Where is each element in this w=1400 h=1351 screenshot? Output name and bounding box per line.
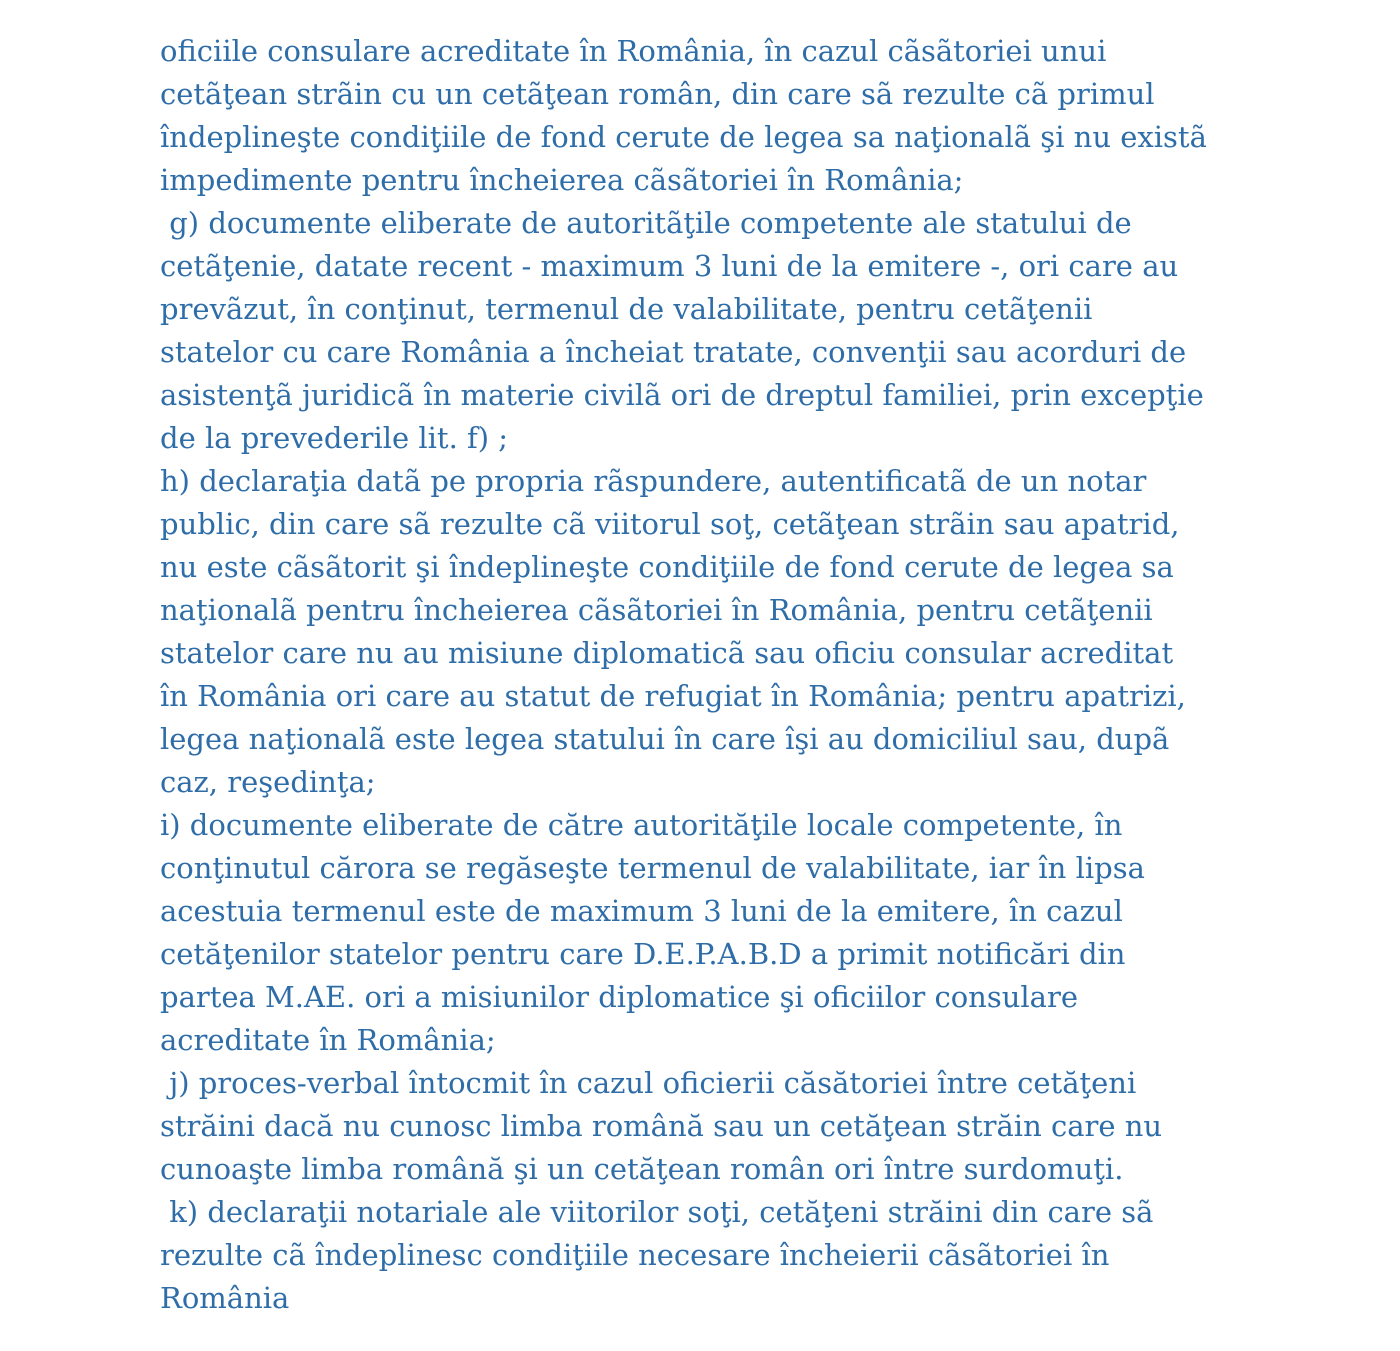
text-line: naţionalã pentru încheierea cãsãtoriei în România, pentru cetãţenii: [160, 593, 1153, 627]
text-line: oficiile consulare acreditate în România, în cazul cãsãtoriei unui: [160, 34, 1107, 68]
text-line: statelor care nu au misiune diplomaticã sau oficiu consular acreditat: [160, 636, 1174, 670]
text-line: statelor cu care România a încheiat tratate, convenţii sau acorduri de: [160, 335, 1187, 369]
text-line: România: [160, 1281, 290, 1315]
text-line: cetăţenilor statelor pentru care D.E.P.A.B.D a primit notificări din: [160, 937, 1126, 971]
text-line-item-j: j) proces-verbal întocmit în cazul oficierii căsătoriei între cetăţeni: [160, 1066, 1137, 1100]
text-line-item-k: k) declaraţii notariale ale viitorilor soţi, cetăţeni străini din care sã: [160, 1195, 1154, 1229]
text-line: impedimente pentru încheierea cãsãtoriei în România;: [160, 163, 964, 197]
text-line-item-g: g) documente eliberate de autoritãţile competente ale statului de: [160, 206, 1132, 240]
text-line: acestuia termenul este de maximum 3 luni de la emitere, în cazul: [160, 894, 1123, 928]
text-line: cetãţean strãin cu un cetãţean român, din care sã rezulte cã primul: [160, 77, 1155, 111]
text-line: rezulte cã îndeplinesc condiţiile necesare încheierii cãsãtoriei în: [160, 1238, 1110, 1272]
text-line: de la prevederile lit. f) ;: [160, 421, 509, 455]
text-line-item-h: h) declaraţia datã pe propria rãspundere, autentificatã de un notar: [160, 464, 1147, 498]
text-line: acreditate în România;: [160, 1023, 496, 1057]
text-line: caz, reşedinţa;: [160, 765, 376, 799]
text-line: conţinutul cărora se regăseşte termenul de valabilitate, iar în lipsa: [160, 851, 1145, 885]
text-line: partea M.AE. ori a misiunilor diplomatice şi oficiilor consulare: [160, 980, 1078, 1014]
text-line: în România ori care au statut de refugiat în România; pentru apatrizi,: [160, 679, 1186, 713]
text-line: legea naţionalã este legea statului în care îşi au domiciliul sau, dupã: [160, 722, 1170, 756]
text-line: cetãţenie, datate recent - maximum 3 luni de la emitere -, ori care au: [160, 249, 1179, 283]
text-line: nu este cãsãtorit şi îndeplineşte condiţiile de fond cerute de legea sa: [160, 550, 1174, 584]
text-line: îndeplineşte condiţiile de fond cerute de legea sa naţionalã şi nu existã: [160, 120, 1207, 154]
text-line: public, din care sã rezulte cã viitorul soţ, cetãţean strãin sau apatrid,: [160, 507, 1180, 541]
text-line: asistenţã juridicã în materie civilã ori de dreptul familiei, prin excepţie: [160, 378, 1204, 412]
text-line: cunoaşte limba română şi un cetăţean român ori între surdomuţi.: [160, 1152, 1124, 1186]
text-line: străini dacă nu cunosc limba română sau un cetăţean străin care nu: [160, 1109, 1163, 1143]
legal-text-block: [160, 30, 1376, 1320]
text-line: prevãzut, în conţinut, termenul de valabilitate, pentru cetãţenii: [160, 292, 1093, 326]
text-line-item-i: i) documente eliberate de către autorităţile locale competente, în: [160, 808, 1123, 842]
